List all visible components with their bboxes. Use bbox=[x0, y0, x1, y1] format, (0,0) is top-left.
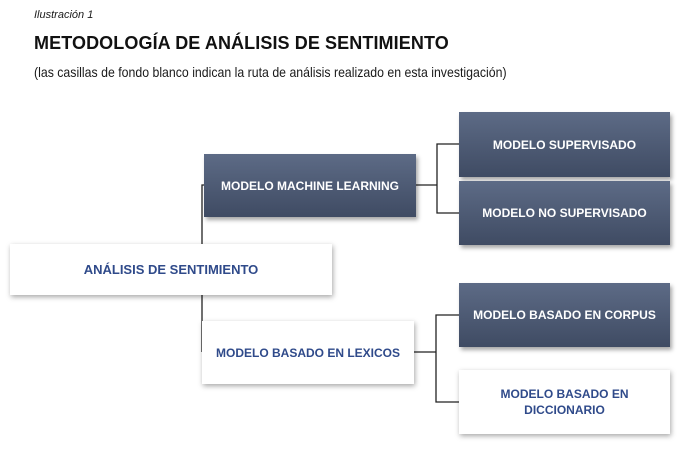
diagram-title: METODOLOGÍA DE ANÁLISIS DE SENTIMIENTO bbox=[34, 33, 449, 53]
node-lexicos-label: MODELO BASADO EN LEXICOS bbox=[215, 345, 400, 360]
node-corpus bbox=[459, 283, 670, 347]
node-diccionario-text bbox=[500, 386, 628, 418]
connector-lex-dic bbox=[436, 352, 459, 402]
node-no-supervisado bbox=[459, 181, 670, 245]
node-analisis-sentimiento-label: ANÁLISIS DE SENTIMIENTO bbox=[83, 261, 259, 277]
diagram-subtitle: (las casillas de fondo blanco indican la ruta de análisis realizado en esta investigación) bbox=[34, 64, 507, 80]
node-machine-learning bbox=[204, 154, 416, 217]
connector-ml-sup bbox=[437, 144, 459, 185]
node-lexicos bbox=[202, 321, 414, 384]
node-diccionario-label-line2: DICCIONARIO bbox=[524, 403, 605, 417]
node-no-supervisado-label: MODELO NO SUPERVISADO bbox=[482, 206, 647, 220]
node-analisis-sentimiento bbox=[10, 244, 332, 295]
node-diccionario-label-line1: MODELO BASADO EN bbox=[500, 387, 629, 401]
connector-lex-corpus bbox=[436, 315, 459, 352]
node-diccionario bbox=[459, 370, 670, 434]
node-machine-learning-label: MODELO MACHINE LEARNING bbox=[221, 178, 399, 193]
figure-caption: Ilustración 1 bbox=[34, 9, 94, 21]
connector-ml-nosup bbox=[437, 185, 459, 213]
node-supervisado-label: MODELO SUPERVISADO bbox=[492, 137, 637, 152]
node-supervisado bbox=[459, 112, 670, 177]
node-corpus-label: MODELO BASADO EN CORPUS bbox=[473, 308, 656, 322]
